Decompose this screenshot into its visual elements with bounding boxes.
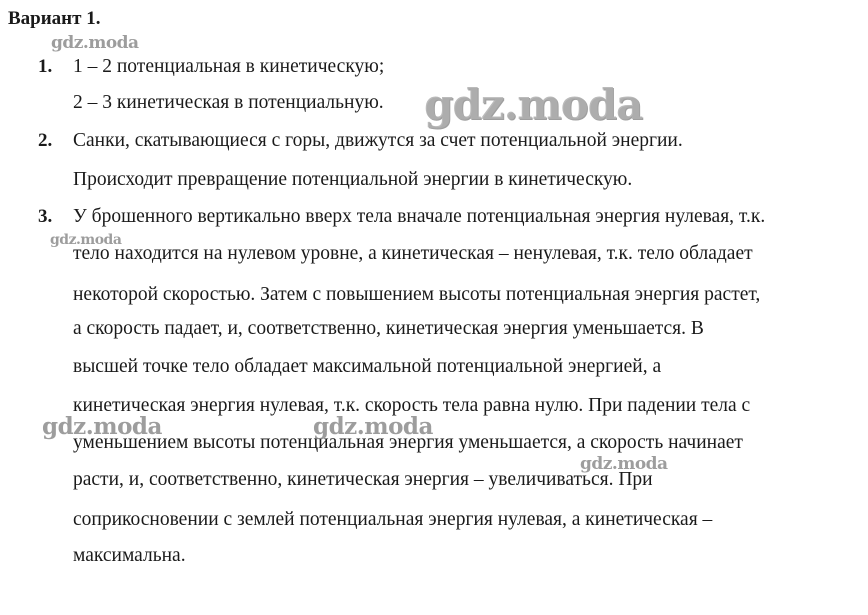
- item-2-line-1: Санки, скатывающиеся с горы, движутся за счет потенциальной энергии.: [73, 130, 683, 151]
- item-3-line-4: а скорость падает, и, соответственно, кинетическая энергия уменьшается. В: [73, 318, 704, 339]
- item-3-line-5: высшей точке тело обладает максимальной потенциальной энергией, а: [73, 356, 662, 377]
- page-title: Вариант 1.: [8, 8, 101, 29]
- item-3-line-9: соприкосновении с землей потенциальная энергия нулевая, а кинетическая –: [73, 509, 713, 530]
- item-3-line-2: тело находится на нулевом уровне, а кинетическая – ненулевая, т.к. тело обладает: [73, 243, 753, 264]
- item-number-2: 2.: [38, 130, 53, 151]
- item-3-line-6: кинетическая энергия нулевая, т.к. скорость тела равна нулю. При падении тела с: [73, 395, 751, 416]
- item-3-line-1: У брошенного вертикально вверх тела вначале потенциальная энергия нулевая, т.к.: [73, 206, 766, 227]
- item-3-line-7: уменьшением высоты потенциальная энергия уменьшается, а скорость начинает: [73, 432, 743, 453]
- item-1-line-2: 2 – 3 кинетическая в потенциальную.: [73, 92, 384, 113]
- item-2-line-2: Происходит превращение потенциальной энергии в кинетическую.: [73, 169, 633, 190]
- watermark: gdz.moda: [42, 413, 162, 440]
- item-3-line-3: некоторой скоростью. Затем с повышением высоты потенциальная энергия растет,: [73, 284, 761, 305]
- item-3-line-10: максимальна.: [73, 545, 186, 566]
- item-number-3: 3.: [38, 206, 53, 227]
- watermark: gdz.moda: [50, 232, 122, 248]
- watermark: gdz.moda: [51, 33, 139, 53]
- item-3-line-8: расти, и, соответственно, кинетическая энергия – увеличиваться. При: [73, 469, 653, 490]
- watermark: gdz.moda: [313, 413, 433, 440]
- item-1-line-1: 1 – 2 потенциальная в кинетическую;: [73, 56, 385, 77]
- watermark: gdz.moda: [580, 454, 668, 474]
- watermark: gdz.moda: [424, 80, 643, 129]
- item-number-1: 1.: [38, 56, 53, 77]
